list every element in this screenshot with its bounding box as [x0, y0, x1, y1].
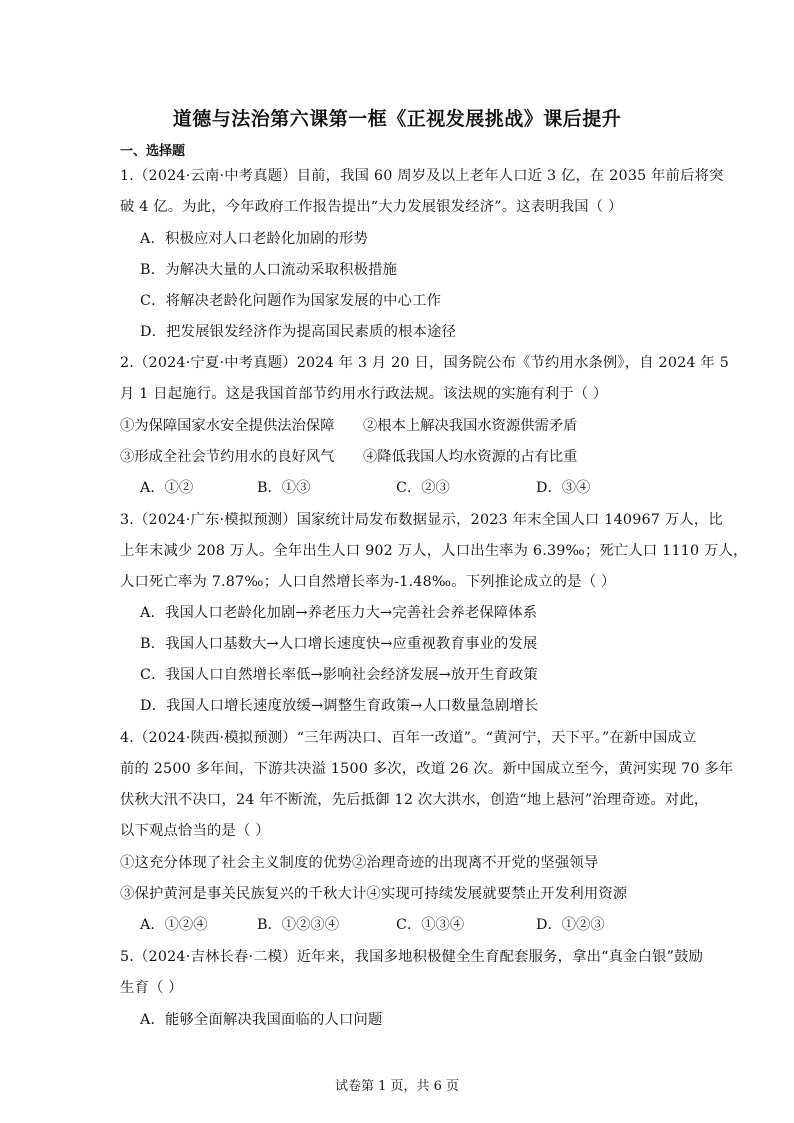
- q3-option-c: C．我国人口自然增长率低→影响社会经济发展→放开生育政策: [140, 667, 538, 683]
- q2-stem-line1: 2.（2024·宁夏·中考真题）2024 年 3 月 20 日，国务院公布《节约用水条例》，自 2024 年 5: [120, 355, 729, 371]
- q4-choice-b: B．①②③④: [257, 917, 339, 933]
- page-footer: 试卷第 1 页，共 6 页: [334, 1079, 460, 1094]
- q5-option-a: A．能够全面解决我国面临的人口问题: [140, 1012, 383, 1028]
- q2-statement-2: ②根本上解决我国水资源供需矛盾: [363, 418, 578, 434]
- q4-stem-line1: 4.（2024·陕西·模拟预测）“三年两决口、百年一改道”。“黄河宁，天下平。”在新中国成立: [120, 730, 697, 746]
- q5-stem-line1: 5.（2024·吉林长春·二模）近年来，我国多地积极健全生育配套服务，拿出“真金白银”鼓励: [120, 949, 704, 965]
- q3-option-d: D．我国人口增长速度放缓→调整生育政策→人口数量急剧增长: [140, 698, 539, 714]
- q4-choice-c: C．①③④: [396, 917, 465, 933]
- q2-statement-1: ①为保障国家水安全提供法治保障: [120, 418, 335, 434]
- q3-stem-line1: 3.（2024·广东·模拟预测）国家统计局发布数据显示，2023 年末全国人口 140967 万人，比: [120, 512, 723, 528]
- q4-stem-line4: 以下观点恰当的是（ ）: [120, 823, 270, 839]
- q1-option-b: B．为解决大量的人口流动采取积极措施: [140, 262, 398, 278]
- q2-choice-c: C．②③: [396, 480, 450, 496]
- q3-stem-line2: 上年末减少 208 万人。全年出生人口 902 万人，人口出生率为 6.39‰；死亡人口 1110 万人，: [120, 543, 748, 559]
- q1-option-c: C．将解决老龄化问题作为国家发展的中心工作: [140, 293, 442, 309]
- q1-stem-line1: 1.（2024·云南·中考真题）目前，我国 60 周岁及以上老年人口近 3 亿，在 2035 年前后将突: [120, 168, 724, 184]
- q1-option-a: A．积极应对人口老龄化加剧的形势: [140, 231, 368, 247]
- q3-option-a: A．我国人口老龄化加剧→养老压力大→完善社会养老保障体系: [140, 605, 538, 621]
- q4-statements-1-2: ①这充分体现了社会主义制度的优势②治理奇迹的出现离不开党的坚强领导: [120, 855, 599, 871]
- q3-stem-line3: 人口死亡率为 7.87‰；人口自然增长率为-1.48‰。下列推论成立的是（ ）: [120, 574, 616, 590]
- q2-statement-3: ③形成全社会节约用水的良好风气: [120, 449, 335, 465]
- q2-choice-a: A．①②: [140, 480, 194, 496]
- section-heading: 一、选择题: [120, 144, 186, 159]
- q5-stem-line2: 生育（ ）: [120, 980, 183, 996]
- q1-stem-line2: 破 4 亿。为此，今年政府工作报告提出“大力发展银发经济”。这表明我国（ ）: [120, 199, 623, 215]
- page-title: 道德与法治第六课第一框《正视发展挑战》课后提升: [172, 108, 622, 130]
- q1-option-d: D．把发展银发经济作为提高国民素质的根本途径: [140, 324, 457, 340]
- q4-choice-a: A．①②④: [140, 917, 208, 933]
- q4-stem-line3: 伏秋大汛不决口，24 年不断流，先后抵御 12 次大洪水，创造“地上悬河”治理奇迹。对此，: [120, 792, 709, 808]
- q3-option-b: B．我国人口基数大→人口增长速度快→应重视教育事业的发展: [140, 636, 538, 652]
- q2-stem-line2: 月 1 日起施行。这是我国首部节约用水行政法规。该法规的实施有利于（ ）: [120, 386, 608, 402]
- q2-choice-d: D．③④: [536, 480, 591, 496]
- q4-statements-3-4: ③保护黄河是事关民族复兴的千秋大计④实现可持续发展就要禁止开发利用资源: [120, 886, 628, 902]
- q4-choice-d: D．①②③: [536, 917, 605, 933]
- q2-choice-b: B．①③: [257, 480, 311, 496]
- q2-statement-4: ④降低我国人均水资源的占有比重: [363, 449, 578, 465]
- q4-stem-line2: 前的 2500 多年间，下游共决溢 1500 多次，改道 26 次。新中国成立至今，黄河实现 70 多年: [120, 761, 734, 777]
